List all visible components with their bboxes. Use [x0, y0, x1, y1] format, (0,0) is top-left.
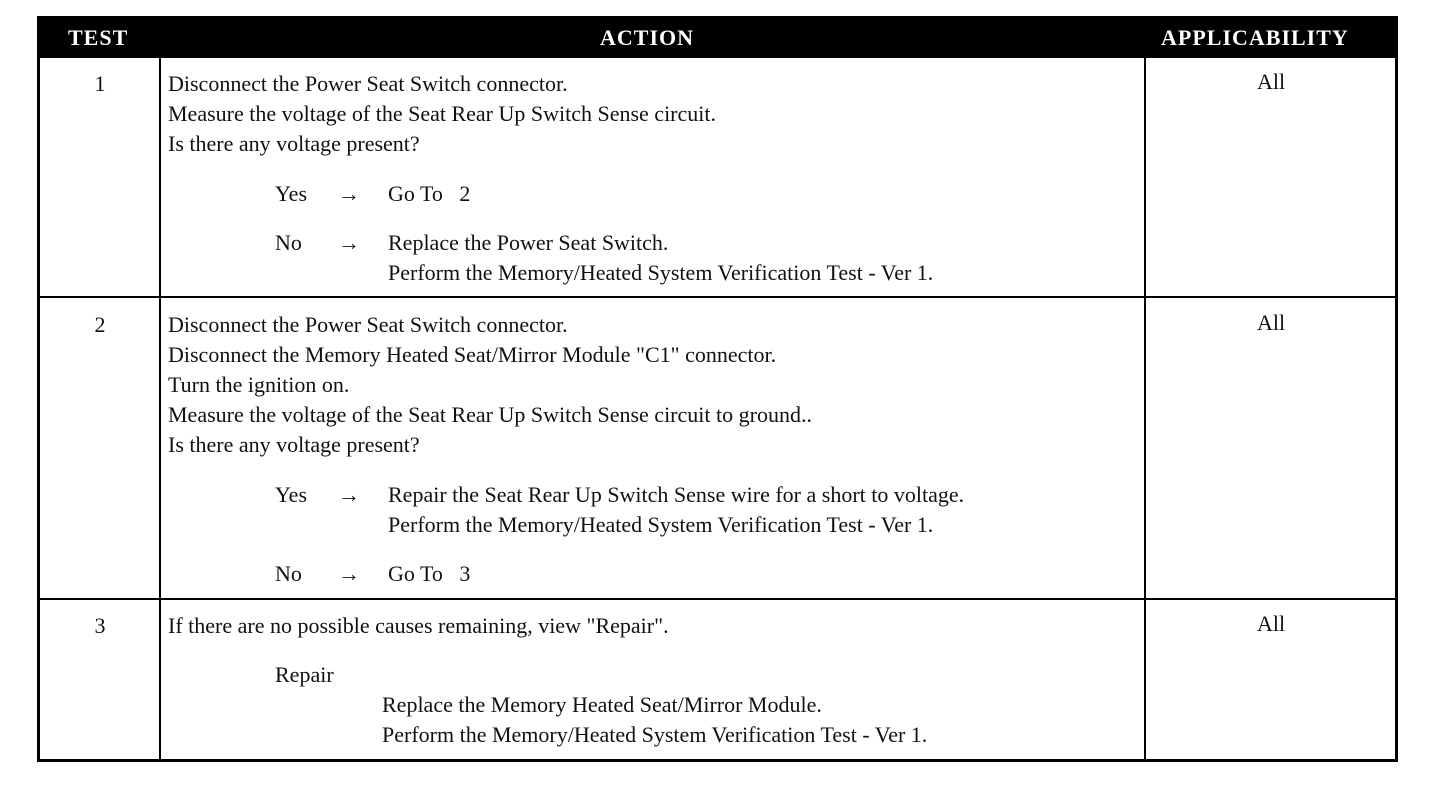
header-test: TEST: [68, 25, 129, 50]
action-line: Measure the voltage of the Seat Rear Up Switch Sense circuit to ground..: [168, 402, 812, 427]
yes-label: Yes: [275, 181, 308, 206]
table-header: [40, 19, 1395, 58]
applicability-value: All: [1256, 69, 1286, 94]
action-line: Turn the ignition on.: [168, 372, 350, 397]
repair-action: Replace the Memory Heated Seat/Mirror Module.: [382, 692, 822, 717]
repair-action: Perform the Memory/Heated System Verification Test - Ver 1.: [382, 722, 928, 747]
no-action: Perform the Memory/Heated System Verification Test - Ver 1.: [388, 260, 934, 285]
test-number: 1: [94, 71, 106, 96]
applicability-value: All: [1256, 611, 1286, 636]
yes-action: Go To 2: [388, 181, 471, 206]
yes-label: Yes: [275, 482, 308, 507]
action-line: Measure the voltage of the Seat Rear Up Switch Sense circuit.: [168, 101, 717, 126]
action-line: If there are no possible causes remaining, view "Repair".: [168, 613, 669, 638]
arrow-icon: →: [338, 482, 360, 507]
arrow-icon: →: [338, 230, 360, 255]
action-line: Disconnect the Power Seat Switch connector.: [168, 71, 568, 96]
header-applicability: APPLICABILITY: [1161, 25, 1349, 50]
test-number: 2: [94, 312, 106, 337]
no-label: No: [275, 230, 302, 255]
no-action: Go To 3: [388, 561, 471, 586]
yes-action: Perform the Memory/Heated System Verification Test - Ver 1.: [388, 512, 934, 537]
action-line: Is there any voltage present?: [168, 131, 420, 156]
action-line: Disconnect the Memory Heated Seat/Mirror Module "C1" connector.: [168, 342, 777, 367]
no-action: Replace the Power Seat Switch.: [388, 230, 669, 255]
row-divider: [40, 296, 1395, 298]
test-number: 3: [94, 613, 106, 638]
arrow-icon: →: [338, 561, 360, 586]
no-label: No: [275, 561, 302, 586]
column-divider: [1144, 58, 1146, 759]
action-line: Is there any voltage present?: [168, 432, 420, 457]
row-divider: [40, 598, 1395, 600]
action-line: Disconnect the Power Seat Switch connector.: [168, 312, 568, 337]
arrow-icon: →: [338, 181, 360, 206]
header-action: ACTION: [600, 25, 695, 50]
repair-label: Repair: [275, 662, 334, 687]
applicability-value: All: [1256, 310, 1286, 335]
yes-action: Repair the Seat Rear Up Switch Sense wire for a short to voltage.: [388, 482, 965, 507]
column-divider: [159, 58, 161, 759]
diagnostic-table: [37, 16, 1398, 762]
